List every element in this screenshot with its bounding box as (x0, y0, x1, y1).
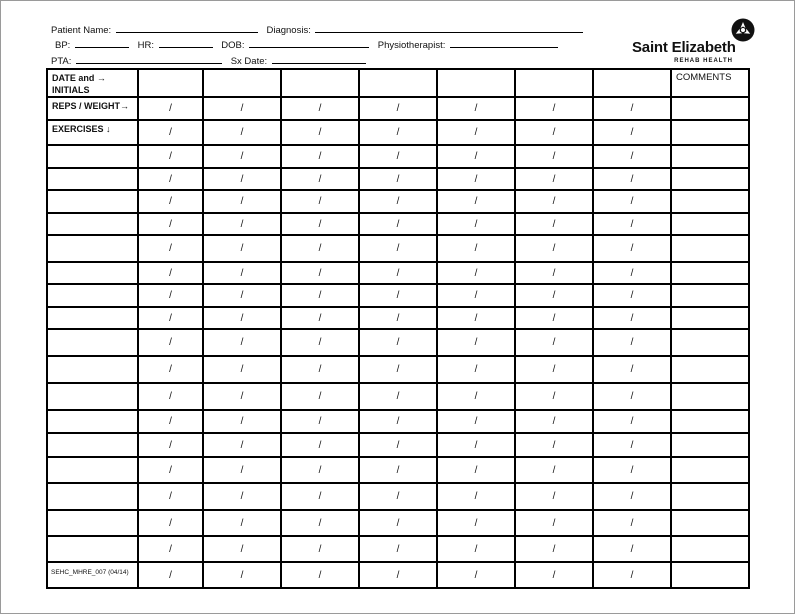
table-row (47, 562, 749, 588)
comments-cell[interactable] (671, 307, 749, 329)
reps-weight-cell[interactable]: / (359, 410, 437, 433)
reps-weight-cell[interactable]: / (593, 262, 671, 284)
reps-weight-cell[interactable]: / (281, 536, 359, 562)
exercise-name-cell[interactable] (47, 213, 138, 235)
reps-weight-cell[interactable]: / (203, 536, 281, 562)
comments-cell[interactable] (671, 213, 749, 235)
exercise-name-cell[interactable] (47, 457, 138, 483)
reps-weight-cell[interactable]: / (593, 235, 671, 262)
comments-cell[interactable] (671, 383, 749, 410)
reps-weight-cell[interactable]: / (281, 213, 359, 235)
reps-weight-cell[interactable]: / (593, 356, 671, 383)
header-row-patient (51, 24, 589, 36)
reps-weight-cell[interactable]: / (593, 307, 671, 329)
reps-weight-cell[interactable]: / (138, 262, 203, 284)
session-date-cell[interactable] (203, 69, 281, 97)
reps-weight-cell[interactable]: / (515, 213, 593, 235)
comments-cell[interactable] (671, 262, 749, 284)
reps-weight-cell[interactable]: / (437, 483, 515, 510)
reps-weight-cell[interactable]: / (515, 307, 593, 329)
reps-weight-cell[interactable]: / (203, 97, 281, 120)
exercise-name-cell[interactable] (47, 510, 138, 536)
reps-weight-cell[interactable]: / (593, 329, 671, 356)
sx-date-label: Sx Date: (230, 56, 268, 67)
reps-weight-cell[interactable]: / (203, 410, 281, 433)
reps-weight-cell[interactable]: / (138, 145, 203, 168)
comments-cell[interactable] (671, 510, 749, 536)
reps-weight-cell[interactable]: / (359, 356, 437, 383)
reps-weight-cell[interactable]: / (515, 433, 593, 457)
reps-weight-cell[interactable]: / (593, 168, 671, 190)
reps-weight-cell[interactable]: / (593, 483, 671, 510)
reps-weight-cell[interactable]: / (281, 97, 359, 120)
reps-weight-cell[interactable]: / (281, 235, 359, 262)
reps-weight-header: REPS / WEIGHT→ (47, 97, 138, 120)
exercise-name-cell[interactable] (47, 410, 138, 433)
header-row-pta (51, 55, 372, 67)
bp-label: BP: (55, 40, 71, 51)
reps-weight-cell[interactable]: / (203, 262, 281, 284)
reps-weight-cell[interactable]: / (515, 262, 593, 284)
reps-weight-cell[interactable]: / (281, 457, 359, 483)
reps-weight-cell[interactable]: / (437, 235, 515, 262)
reps-weight-cell[interactable]: / (515, 356, 593, 383)
reps-weight-cell[interactable]: / (203, 483, 281, 510)
reps-weight-cell[interactable]: / (203, 145, 281, 168)
reps-weight-cell[interactable]: / (593, 457, 671, 483)
table-row (47, 145, 749, 168)
exercise-name-cell[interactable] (47, 190, 138, 213)
reps-weight-row (47, 97, 749, 120)
exercise-name-cell[interactable] (47, 262, 138, 284)
reps-weight-cell[interactable]: / (437, 383, 515, 410)
comments-cell[interactable] (671, 410, 749, 433)
reps-weight-cell[interactable]: / (359, 329, 437, 356)
reps-weight-cell[interactable]: / (359, 120, 437, 145)
reps-weight-cell[interactable]: / (359, 190, 437, 213)
form-code: SEHC_MHRE_007 (04/14) (51, 569, 129, 576)
reps-weight-cell[interactable]: / (138, 284, 203, 307)
reps-weight-cell[interactable]: / (359, 97, 437, 120)
reps-weight-cell[interactable]: / (437, 145, 515, 168)
header-row-vitals (55, 39, 564, 51)
comments-cell[interactable] (671, 235, 749, 262)
reps-weight-cell[interactable]: / (437, 562, 515, 588)
reps-weight-cell[interactable]: / (593, 510, 671, 536)
reps-weight-cell[interactable]: / (593, 213, 671, 235)
comments-cell[interactable] (671, 168, 749, 190)
reps-weight-cell[interactable]: / (437, 97, 515, 120)
sx-date-field[interactable] (272, 55, 366, 64)
reps-weight-cell[interactable]: / (203, 120, 281, 145)
reps-weight-cell[interactable]: / (515, 97, 593, 120)
reps-weight-cell[interactable]: / (359, 457, 437, 483)
reps-weight-cell[interactable]: / (437, 262, 515, 284)
table-row (47, 190, 749, 213)
date-initials-row (47, 69, 749, 97)
reps-weight-cell[interactable]: / (203, 235, 281, 262)
diagnosis-label: Diagnosis: (266, 25, 311, 36)
comments-cell[interactable] (671, 145, 749, 168)
table-row (47, 284, 749, 307)
reps-weight-cell[interactable]: / (437, 356, 515, 383)
exercise-name-cell[interactable] (47, 307, 138, 329)
reps-weight-cell[interactable]: / (359, 213, 437, 235)
reps-weight-cell[interactable]: / (138, 97, 203, 120)
reps-weight-cell[interactable]: / (593, 433, 671, 457)
table-row (47, 383, 749, 410)
session-date-cell[interactable] (593, 69, 671, 97)
exercise-name-cell[interactable] (47, 356, 138, 383)
comments-cell[interactable] (671, 562, 749, 588)
reps-weight-cell[interactable]: / (515, 483, 593, 510)
reps-weight-cell[interactable]: / (359, 262, 437, 284)
exercises-header: EXERCISES ↓ (47, 120, 138, 145)
reps-weight-cell[interactable]: / (437, 510, 515, 536)
reps-weight-cell[interactable]: / (593, 190, 671, 213)
exercise-log-table (46, 68, 750, 589)
reps-weight-cell[interactable]: / (359, 383, 437, 410)
table-row (47, 120, 749, 145)
reps-weight-cell[interactable]: / (138, 120, 203, 145)
reps-weight-cell[interactable]: / (593, 562, 671, 588)
exercise-name-cell[interactable] (47, 383, 138, 410)
dob-field[interactable] (249, 39, 369, 48)
pta-field[interactable] (76, 55, 222, 64)
reps-weight-cell[interactable]: / (359, 562, 437, 588)
reps-weight-cell[interactable]: / (515, 168, 593, 190)
table-row (47, 410, 749, 433)
exercise-name-cell[interactable] (47, 329, 138, 356)
reps-weight-cell[interactable]: / (203, 213, 281, 235)
reps-weight-cell[interactable]: / (437, 433, 515, 457)
table-row (47, 356, 749, 383)
reps-weight-cell[interactable]: / (437, 329, 515, 356)
session-date-cell[interactable] (138, 69, 203, 97)
reps-weight-cell[interactable]: / (138, 510, 203, 536)
exercise-name-cell[interactable] (47, 235, 138, 262)
reps-weight-cell[interactable]: / (437, 190, 515, 213)
reps-weight-cell[interactable]: / (138, 307, 203, 329)
reps-weight-cell[interactable]: / (138, 356, 203, 383)
reps-weight-cell[interactable]: / (437, 120, 515, 145)
reps-weight-cell[interactable]: / (515, 190, 593, 213)
reps-weight-cell[interactable]: / (138, 410, 203, 433)
reps-weight-cell[interactable]: / (138, 329, 203, 356)
exercise-name-cell[interactable] (47, 284, 138, 307)
reps-weight-cell[interactable]: / (359, 235, 437, 262)
reps-weight-cell[interactable]: / (138, 235, 203, 262)
comments-cell[interactable] (671, 329, 749, 356)
comments-cell[interactable] (671, 536, 749, 562)
reps-weight-cell[interactable]: / (138, 383, 203, 410)
table-row (47, 457, 749, 483)
reps-weight-cell[interactable]: / (593, 97, 671, 120)
reps-weight-cell[interactable]: / (593, 284, 671, 307)
table-row (47, 262, 749, 284)
reps-weight-cell[interactable]: / (515, 120, 593, 145)
reps-weight-cell[interactable]: / (437, 284, 515, 307)
reps-weight-cell[interactable]: / (281, 433, 359, 457)
reps-weight-cell[interactable]: / (138, 433, 203, 457)
hr-field[interactable] (159, 39, 213, 48)
reps-weight-cell[interactable]: / (359, 307, 437, 329)
reps-weight-cell[interactable]: / (138, 483, 203, 510)
reps-weight-cell[interactable]: / (437, 410, 515, 433)
reps-weight-cell[interactable]: / (203, 562, 281, 588)
reps-weight-cell[interactable]: / (359, 510, 437, 536)
brand-name: Saint Elizabeth (632, 39, 736, 56)
exercise-name-cell[interactable] (47, 145, 138, 168)
comments-cell[interactable] (671, 457, 749, 483)
reps-weight-cell[interactable]: / (515, 457, 593, 483)
reps-weight-cell[interactable]: / (281, 329, 359, 356)
session-date-cell[interactable] (515, 69, 593, 97)
reps-weight-cell[interactable]: / (281, 120, 359, 145)
reps-weight-cell[interactable]: / (437, 168, 515, 190)
reps-weight-cell[interactable]: / (203, 510, 281, 536)
comments-cell[interactable] (671, 483, 749, 510)
reps-weight-cell[interactable]: / (138, 213, 203, 235)
reps-weight-cell[interactable]: / (281, 284, 359, 307)
pta-label: PTA: (51, 56, 72, 67)
exercise-name-cell[interactable] (47, 483, 138, 510)
table-row (47, 329, 749, 356)
table-row (47, 433, 749, 457)
exercise-name-cell[interactable] (47, 433, 138, 457)
physiotherapist-field[interactable] (450, 39, 558, 48)
reps-weight-cell[interactable]: / (437, 536, 515, 562)
diagnosis-field[interactable] (315, 24, 583, 33)
reps-weight-cell[interactable]: / (281, 307, 359, 329)
reps-weight-cell[interactable]: / (359, 536, 437, 562)
table-row (47, 213, 749, 235)
hr-label: HR: (137, 40, 154, 51)
reps-weight-cell[interactable]: / (281, 262, 359, 284)
reps-weight-cell[interactable]: / (593, 410, 671, 433)
reps-weight-cell[interactable]: / (138, 457, 203, 483)
table-row (47, 536, 749, 562)
reps-weight-cell[interactable]: / (437, 457, 515, 483)
session-date-cell[interactable] (359, 69, 437, 97)
reps-weight-cell[interactable]: / (281, 145, 359, 168)
exercise-name-cell[interactable] (47, 536, 138, 562)
reps-weight-cell[interactable]: / (203, 383, 281, 410)
table-row (47, 307, 749, 329)
dob-label: DOB: (221, 40, 245, 51)
session-date-cell[interactable] (437, 69, 515, 97)
reps-weight-cell[interactable]: / (203, 168, 281, 190)
reps-weight-cell[interactable]: / (203, 356, 281, 383)
reps-weight-cell[interactable]: / (359, 145, 437, 168)
reps-weight-cell[interactable]: / (138, 562, 203, 588)
reps-weight-cell[interactable]: / (593, 536, 671, 562)
reps-weight-cell[interactable]: / (359, 433, 437, 457)
session-date-cell[interactable] (281, 69, 359, 97)
reps-weight-cell[interactable]: / (138, 190, 203, 213)
reps-weight-cell[interactable]: / (281, 562, 359, 588)
reps-weight-cell[interactable]: / (515, 383, 593, 410)
reps-weight-cell[interactable]: / (515, 284, 593, 307)
reps-weight-cell[interactable]: / (281, 483, 359, 510)
reps-weight-cell[interactable]: / (515, 329, 593, 356)
reps-weight-cell[interactable]: / (515, 145, 593, 168)
reps-weight-cell[interactable]: / (203, 329, 281, 356)
comments-cell[interactable] (671, 356, 749, 383)
reps-weight-cell[interactable]: / (515, 410, 593, 433)
reps-weight-cell[interactable]: / (359, 284, 437, 307)
reps-weight-cell[interactable]: / (281, 168, 359, 190)
bp-field[interactable] (75, 39, 129, 48)
reps-weight-cell[interactable]: / (203, 190, 281, 213)
reps-weight-cell[interactable]: / (138, 168, 203, 190)
reps-weight-cell[interactable]: / (593, 145, 671, 168)
saint-elizabeth-logo (632, 18, 757, 68)
reps-weight-cell[interactable]: / (281, 410, 359, 433)
reps-weight-cell[interactable]: / (437, 307, 515, 329)
reps-weight-cell[interactable]: / (281, 510, 359, 536)
patient-name-label: Patient Name: (51, 25, 112, 36)
table-row (47, 510, 749, 536)
table-row (47, 483, 749, 510)
comments-cell[interactable] (671, 433, 749, 457)
date-initials-header: DATE and → INITIALS (47, 69, 138, 97)
reps-weight-cell[interactable]: / (138, 536, 203, 562)
reps-weight-cell[interactable]: / (593, 383, 671, 410)
exercise-name-cell[interactable] (47, 168, 138, 190)
reps-weight-cell[interactable]: / (359, 483, 437, 510)
reps-weight-cell[interactable]: / (515, 536, 593, 562)
reps-weight-cell[interactable]: / (593, 120, 671, 145)
reps-weight-cell[interactable]: / (515, 235, 593, 262)
reps-weight-cell[interactable]: / (281, 356, 359, 383)
reps-weight-cell[interactable]: / (203, 284, 281, 307)
table-row (47, 235, 749, 262)
comments-header: COMMENTS (671, 69, 749, 97)
reps-weight-cell[interactable]: / (281, 190, 359, 213)
reps-weight-cell[interactable]: / (203, 307, 281, 329)
comments-cell[interactable] (671, 190, 749, 213)
comments-cell[interactable] (671, 120, 749, 145)
reps-weight-cell[interactable]: / (437, 213, 515, 235)
comments-cell[interactable] (671, 97, 749, 120)
reps-weight-cell[interactable]: / (359, 168, 437, 190)
reps-weight-cell[interactable]: / (515, 510, 593, 536)
reps-weight-cell[interactable]: / (515, 562, 593, 588)
brand-subtitle: REHAB HEALTH (674, 58, 733, 64)
patient-name-field[interactable] (116, 24, 258, 33)
reps-weight-cell[interactable]: / (281, 383, 359, 410)
physiotherapist-label: Physiotherapist: (377, 40, 446, 51)
table-row (47, 168, 749, 190)
comments-cell[interactable] (671, 284, 749, 307)
reps-weight-cell[interactable]: / (203, 457, 281, 483)
reps-weight-cell[interactable]: / (203, 433, 281, 457)
